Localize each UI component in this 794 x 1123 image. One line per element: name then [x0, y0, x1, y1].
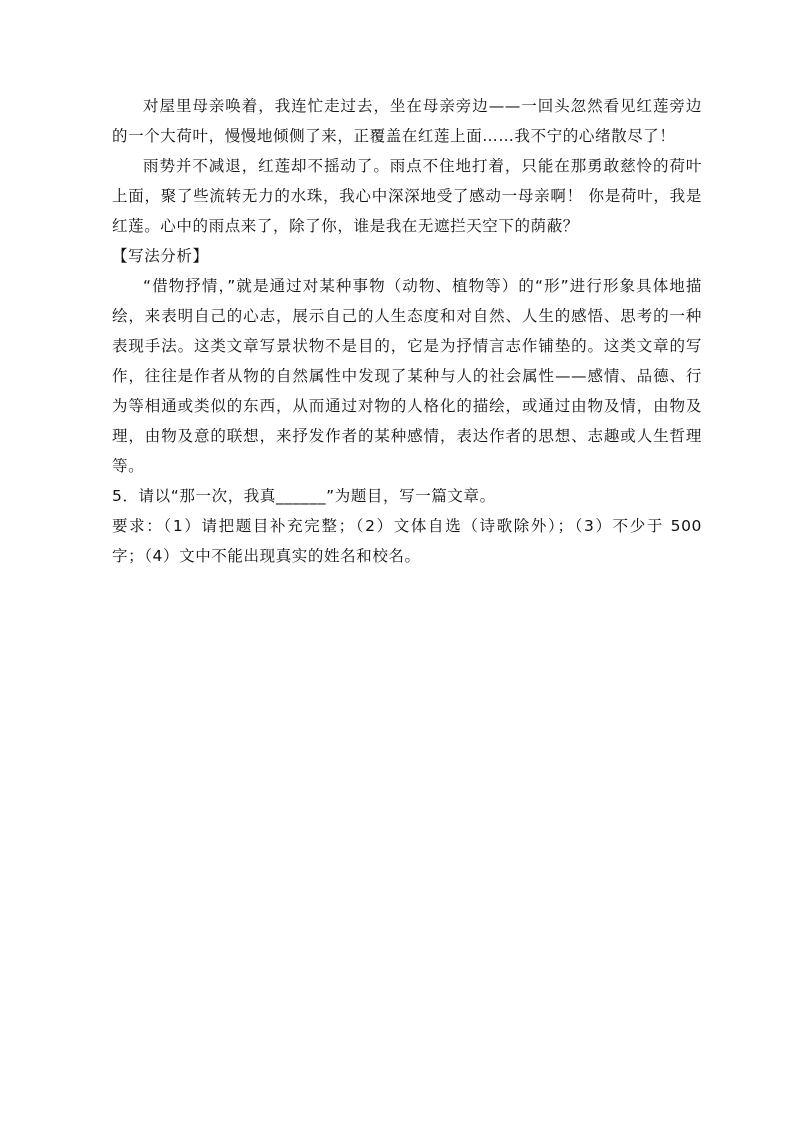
story-paragraph-1: 对屋里母亲唤着，我连忙走过去，坐在母亲旁边——一回头忽然看见红莲旁边的一个大荷叶，慢慢地倾侧了来，正覆盖在红莲上面……我不宁的心绪散尽了！	[112, 97, 702, 145]
section-heading: 【写法分析】	[112, 247, 209, 265]
question-requirements: 要求：（1）请把题目补充完整；（2）文体自选（诗歌除外）；（3）不少于 500 字；（4）文中不能出现真实的姓名和校名。	[112, 517, 702, 565]
document-content	[112, 91, 702, 571]
question-prompt: 5．请以“那一次，我真______”为题目，写一篇文章。	[112, 487, 496, 505]
analysis-paragraph: “借物抒情，”就是通过对某种事物（动物、植物等）的“形”进行形象具体地描绘，来表明自己的心志，展示自己的人生态度和对自然、人生的感悟、思考的一种表现手法。这类文章写景状物不是目的，它是为抒情言志作铺垫的。这类文章的写作，往往是作者从物的自然属性中发现了某种与人的社会属性——感情、品德、行为等相通或类似的东西，从而通过对物的人格化的描绘，或通过由物及情，由物及理，由物及意的联想，来抒发作者的某种感情，表达作者的思想、志趣或人生哲理等。	[112, 277, 702, 475]
story-paragraph-2: 雨势并不减退，红莲却不摇动了。雨点不住地打着，只能在那勇敢慈怜的荷叶上面，聚了些流转无力的水珠，我心中深深地受了感动一母亲啊！ 你是荷叶，我是红莲。心中的雨点来了，除了你，谁是我在无遮拦天空下的荫蔽？	[112, 157, 702, 235]
